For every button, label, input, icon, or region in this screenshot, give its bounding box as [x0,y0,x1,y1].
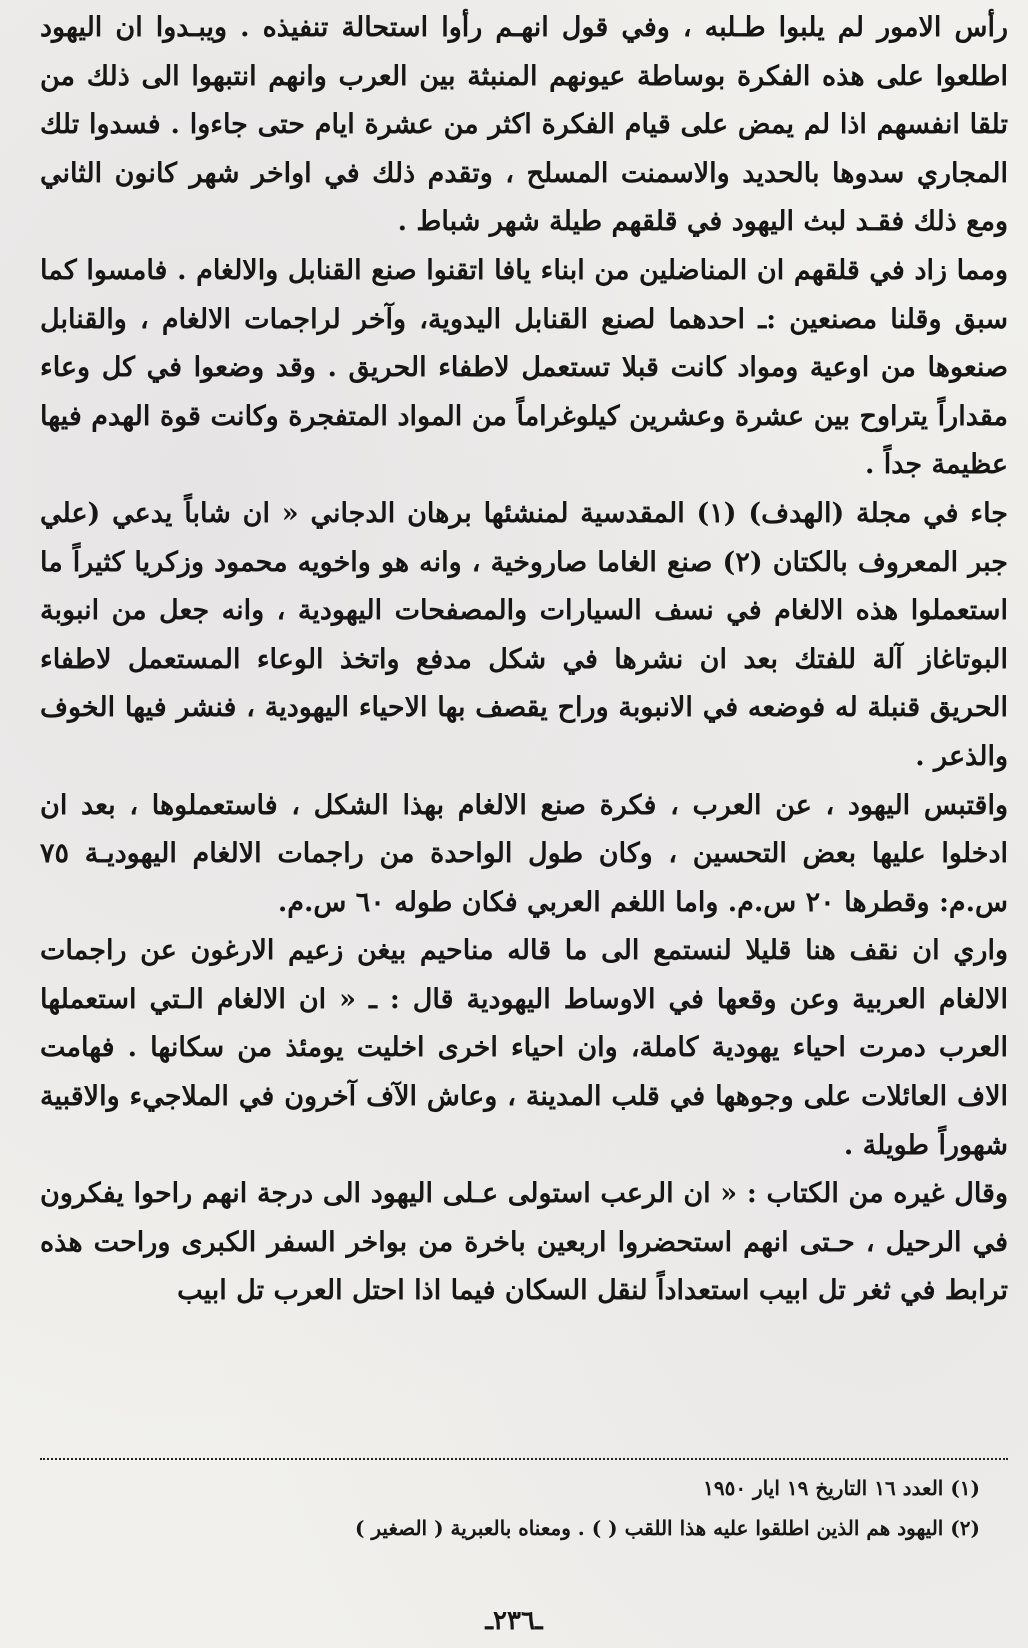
paragraph-4: واقتبس اليهود ، عن العرب ، فكرة صنع الالغام بهذا الشكل ، فاستعملوها ، بعد ان ادخلوا عليها بعض التحسين ، وكان طول الواحدة من راجمات الالغام اليهوديـة ٧٥ س.م: وقطرها ٢٠ س.م. واما اللغم العربي فكان طوله ٦٠ س.م. [40,789,1008,918]
paragraph-6: وقال غيره من الكتاب : « ان الرعب استولى عـلى اليهود الى درجة انهم راحوا يفكرون في الرحيل ، حـتى انهم استحضروا اربعين باخرة من بواخر السفر الكبرى وراحت هذه ترابط في ثغر تل ابيب استعداداً لنقل السكان فيما اذا احتل العرب تل ابيب [40,1178,1008,1307]
body-text [40,4,1008,1316]
footnote-1: (١) العدد ١٦ التاريخ ١٩ ايار ١٩٥٠ [703,1476,980,1500]
paragraph-3: جاء في مجلة (الهدف) (١) المقدسية لمنشئها برهان الدجاني « ان شاباً يدعي (علي جبر المعروف بالكتان (٢) صنع الغاما صاروخية ، وانه هو واخويه محمود وزكريا كثيراً ما استعملوا هذه الالغام في نسف السيارات والمصفحات اليهودية ، وانه جعل من انبوبة البوتاغاز آلة للفتك بعد ان نشرها في شكل مدفع واتخذ الوعاء المستعمل لاطفاء الحريق قنبلة له فوضعه في الانبوبة وراح يقصف بها الاحياء اليهودية ، فنشر فيها الخوف والذعر . [40,497,1008,772]
paragraph-5: واري ان نقف هنا قليلا لنستمع الى ما قاله مناحيم بيغن زعيم الارغون عن راجمات الالغام العربية وعن وقعها في الاوساط اليهودية قال : ـ « ان الالغام الـتي استعملها العرب دمرت احياء يهودية كاملة، وان احياء اخرى اخليت يومئذ من سكانها . فهامت الاف العائلات على وجوهها في قلب المدينة ، وعاش الآف آخرون في الملاجيء والاقبية شهوراً طويلة . [40,935,1008,1161]
footnote-2: (٢) اليهود هم الذين اطلقوا عليه هذا اللقب ( ) . ومعناه بالعبرية ( الصغير ) [354,1516,980,1540]
paragraph-1: رأس الامور لم يلبوا طـلبه ، وفي قول انهـم رأوا استحالة تنفيذه . ويبـدوا ان اليهود اطلعوا على هذه الفكرة بوساطة عيونهم المنبثة بين العرب وانهم انتبهوا الى ذلك من تلقا انفسهم اذا لم يمض على قيام الفكرة اكثر من عشرة ايام حتى جاءوا . فسدوا تلك المجاري سدوها بالحديد والاسمنت المسلح ، وتقدم ذلك في اواخر شهر كانون الثاني ومع ذلك فقـد لبث اليهود في قلقهم طيلة شهر شباط . [40,12,1008,238]
paragraph-2: ومما زاد في قلقهم ان المناضلين من ابناء يافا اتقنوا صنع القنابل والالغام . فامسوا كما سبق وقلنا مصنعين :ـ احدهما لصنع القنابل اليدوية، وآخر لراجمات الالغام ، والقنابل صنعوها من اوعية ومواد كانت قبلا تستعمل لاطفاء الحريق . وقد وضعوا في كل وعاء مقداراً يتراوح بين عشرة وعشرين كيلوغراماً من المواد المتفجرة وكانت قوة الهدم فيها عظيمة جداً . [40,254,1008,481]
footnotes [40,1468,980,1548]
footnote-divider [40,1458,1008,1460]
page-number: ـ٢٣٦ـ [485,1606,543,1636]
